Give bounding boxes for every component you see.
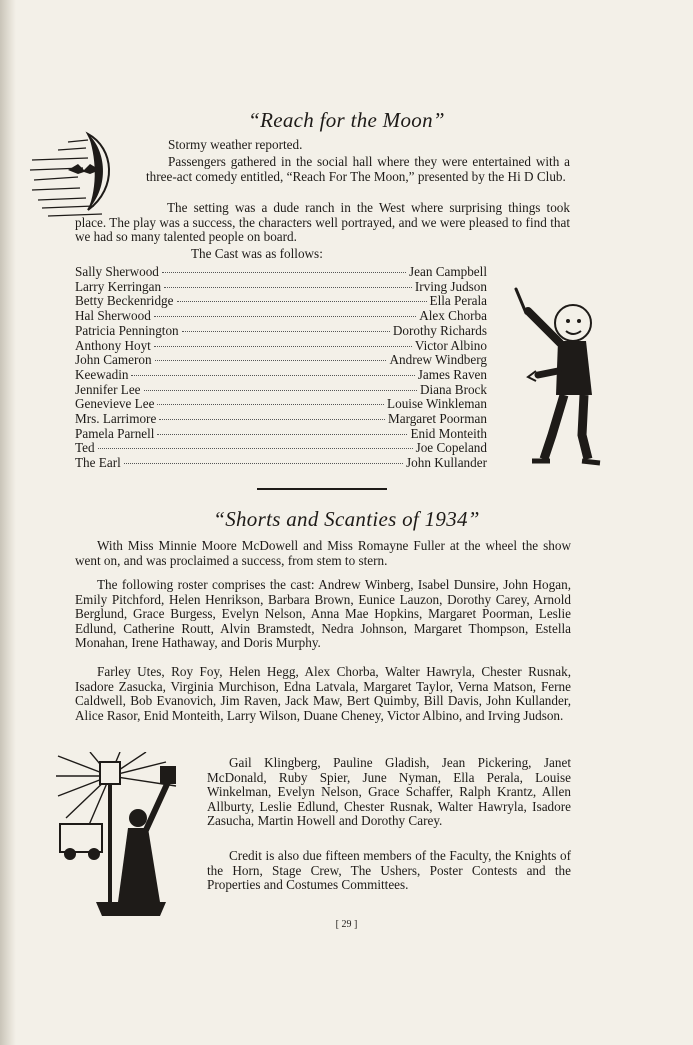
cast-role: Ted: [75, 440, 95, 456]
dot-leader: [155, 360, 387, 361]
dot-leader: [182, 331, 390, 332]
cast-row: [75, 353, 487, 367]
cast-row: [75, 324, 487, 338]
cast-role: Patricia Pennington: [75, 322, 179, 338]
cast-row: [75, 368, 487, 382]
cast-actor: John Kullander: [406, 455, 487, 471]
dot-leader: [98, 448, 413, 449]
paragraph-weather: Stormy weather reported.: [168, 137, 303, 152]
cast-actor: Margaret Poorman: [387, 411, 487, 426]
paragraph-passengers: Passengers gathered in the social hall where they were entertained with a three-act comedy entitled, “Reach For The Moon,” presented by the Hi D Club.: [146, 154, 570, 184]
dot-leader: [154, 316, 416, 317]
dot-leader: [154, 346, 412, 347]
paragraph-setting: The setting was a dude ranch in the West where surprising things took place. The play was a success, the characters well portrayed, and we were pleased to find that we had so many talented people on board.: [75, 200, 570, 245]
cast-row: [75, 397, 487, 411]
pointing-man-illustration: [508, 285, 604, 467]
lamppost-gentleman-illustration: [56, 752, 204, 918]
cast-actor: Victor Albino: [414, 337, 487, 353]
cast-role: Anthony Hoyt: [75, 337, 151, 353]
cast-row: [75, 427, 487, 441]
paragraph-roster: The following roster comprises the cast: Andrew Winberg, Isabel Dunsire, John Hogan, Emily Pitchford, Helen Henrikson, Barbara Brown, Eunice Lauzon, Dorothy Carey, Arnold Berglund, Grace Burgess, Evelyn Nelson, Anna Mae Hopkins, Margaret Poorman, Leslie Edlund, Catherine Routt, Alvin Bramstedt, Nedra Johnson, Margaret Thompson, Estella Monahan, Irene Hathaway, and Doris Murphy.: [75, 577, 571, 651]
dot-leader: [157, 434, 407, 435]
cast-actor: Irving Judson: [414, 278, 487, 294]
cast-intro: The Cast was as follows:: [191, 246, 323, 261]
cast-role: The Earl: [75, 455, 121, 471]
cast-actor: Jean Campbell: [408, 264, 487, 279]
cast-actor: Joe Copeland: [415, 440, 487, 456]
cast-role: Hal Sherwood: [75, 308, 151, 324]
cast-role: Betty Beckenridge: [75, 293, 174, 309]
cast-row: [75, 456, 487, 470]
dot-leader: [177, 301, 427, 302]
dot-leader: [124, 463, 403, 464]
cast-role: John Cameron: [75, 352, 152, 368]
paragraph-show-went-on: With Miss Minnie Moore McDowell and Miss Romayne Fuller at the wheel the show went on, and was proclaimed a success, from stem to stern.: [75, 538, 571, 568]
section-title-shorts-and-scanties: “Shorts and Scanties of 1934”: [213, 507, 480, 531]
cast-role: Mrs. Larrimore: [75, 411, 157, 426]
dot-leader: [164, 287, 412, 288]
cast-actor: Enid Monteith: [410, 425, 487, 441]
dot-leader: [157, 404, 384, 405]
section-divider: [257, 488, 387, 490]
cast-actor: Dorothy Richards: [392, 322, 487, 338]
paragraph-credit: Credit is also due fifteen members of the Faculty, the Knights of the Horn, Stage Crew, The Ushers, Poster Contests and the Properties and Costumes Committees.: [207, 848, 571, 893]
dot-leader: [159, 419, 385, 420]
cast-row: [75, 441, 487, 455]
cast-row: [75, 280, 487, 294]
cast-actor: Louise Winkleman: [387, 396, 487, 412]
section-title-reach-for-the-moon: “Reach for the Moon”: [248, 108, 445, 132]
cast-row: [75, 383, 487, 397]
cast-role: Sally Sherwood: [75, 264, 159, 279]
dot-leader: [144, 390, 417, 391]
dot-leader: [162, 272, 406, 273]
cast-role: Jennifer Lee: [75, 381, 141, 397]
cast-row: [75, 265, 487, 279]
cast-row: [75, 309, 487, 323]
cast-actor: Andrew Windberg: [389, 352, 487, 368]
paragraph-names-list: Gail Klingberg, Pauline Gladish, Jean Pickering, Janet McDonald, Ruby Spier, June Nyman, Ella Perala, Louise Winkelman, Evelyn Nelson, Grace Schaffer, Ralph Krantz, Allen Allburty, Leslie Edlund, Chester Rusnak, Walter Hawryla, Isadore Zasucha, Martin Howell and Dorothy Carey.: [207, 755, 571, 829]
cast-actor: James Raven: [417, 366, 487, 382]
cast-actor: Diana Brock: [419, 381, 487, 397]
cast-actor: Ella Perala: [429, 293, 487, 309]
cast-row: [75, 339, 487, 353]
cast-row: [75, 294, 487, 308]
cast-role: Keewadin: [75, 366, 129, 382]
page-number: [ 29 ]: [335, 919, 358, 930]
cast-role: Larry Kerringan: [75, 278, 162, 294]
paragraph-roster-continued: Farley Utes, Roy Foy, Helen Hegg, Alex Chorba, Walter Hawryla, Chester Rusnak, Isadore Zasucka, Virginia Murchison, Edna Latvala, Margaret Taylor, Verna Matson, Ferne Caldwell, Bob Evanovich, Jim Raven, Jack Maw, Bert Quimby, Bill Davis, John Kullander, Alice Rasor, Enid Monteith, Larry Wilson, Duane Cheney, Victor Albino, and Irving Judson.: [75, 664, 571, 723]
cast-row: [75, 412, 487, 426]
cast-role: Pamela Parnell: [75, 425, 155, 441]
cast-role: Genevieve Lee: [75, 396, 155, 412]
cast-actor: Alex Chorba: [419, 308, 487, 324]
dot-leader: [131, 375, 414, 376]
